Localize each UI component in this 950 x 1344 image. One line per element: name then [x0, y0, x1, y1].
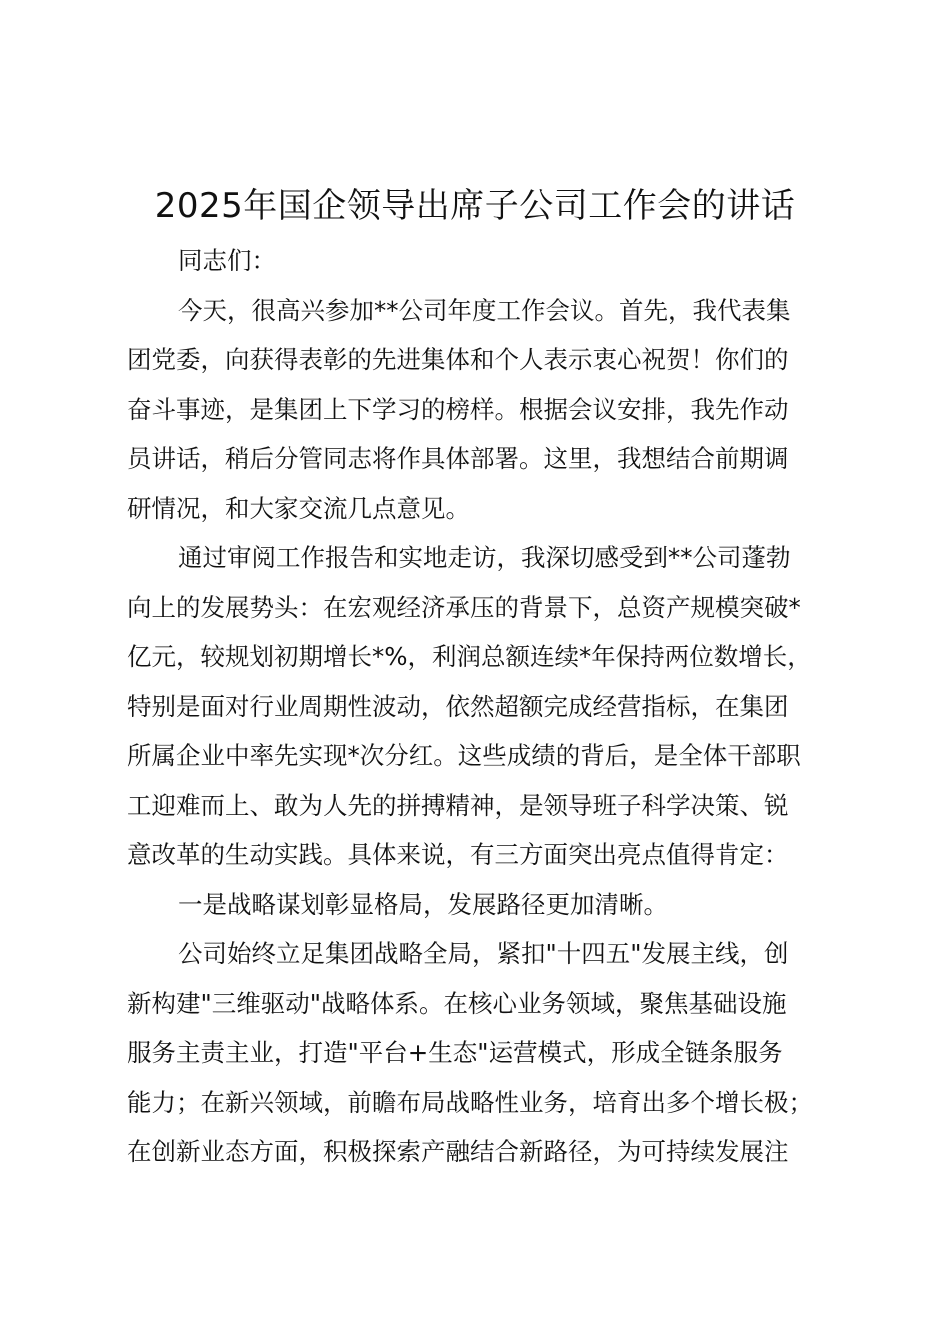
paragraph-2-line: 所属企业中率先实现*次分红。这些成绩的背后，是全体干部职 — [127, 741, 801, 770]
paragraph-3-line: 在创新业态方面，积极探索产融结合新路径，为可持续发展注 — [127, 1137, 789, 1166]
salutation: 同志们： — [178, 246, 276, 275]
paragraph-2-line: 意改革的生动实践。具体来说，有三方面突出亮点值得肯定： — [127, 840, 789, 869]
paragraph-2-line: 向上的发展势头：在宏观经济承压的背景下，总资产规模突破* — [127, 592, 801, 622]
paragraph-2-line: 特别是面对行业周期性波动，依然超额完成经营指标，在集团 — [127, 691, 789, 721]
paragraph-3-line: 新构建"三维驱动"战略体系。在核心业务领域，聚焦基础设施 — [127, 988, 787, 1018]
document-title: 2025年国企领导出席子公司工作会的讲话 — [154, 186, 796, 226]
paragraph-1-line: 今天，很高兴参加**公司年度工作会议。首先，我代表集 — [178, 295, 791, 325]
paragraph-2-line: 亿元，较规划初期增长*%，利润总额连续*年保持两位数增长， — [127, 642, 812, 671]
paragraph-2-line: 工迎难而上、敢为人先的拼搏精神，是领导班子科学决策、锐 — [127, 790, 789, 820]
paragraph-3-line: 能力；在新兴领域，前瞻布局战略性业务，培育出多个增长极； — [127, 1087, 813, 1117]
paragraph-1-line: 员讲话，稍后分管同志将作具体部署。这里，我想结合前期调 — [127, 444, 789, 473]
document-body — [127, 236, 857, 1177]
paragraph-1-line: 研情况，和大家交流几点意见。 — [127, 493, 470, 523]
section-heading-1: 一是战略谋划彰显格局，发展路径更加清晰。 — [178, 889, 668, 919]
paragraph-2-line: 通过审阅工作报告和实地走访，我深切感受到**公司蓬勃 — [178, 543, 791, 572]
paragraph-3-line: 公司始终立足集团战略全局，紧扣"十四五"发展主线，创 — [178, 939, 789, 968]
paragraph-1-line: 团党委，向获得表彰的先进集体和个人表示衷心祝贺！你们的 — [127, 345, 789, 374]
paragraph-1-line: 奋斗事迹，是集团上下学习的榜样。根据会议安排，我先作动 — [127, 394, 789, 424]
paragraph-3-line: 服务主责主业，打造"平台+生态"运营模式，形成全链条服务 — [127, 1038, 783, 1067]
